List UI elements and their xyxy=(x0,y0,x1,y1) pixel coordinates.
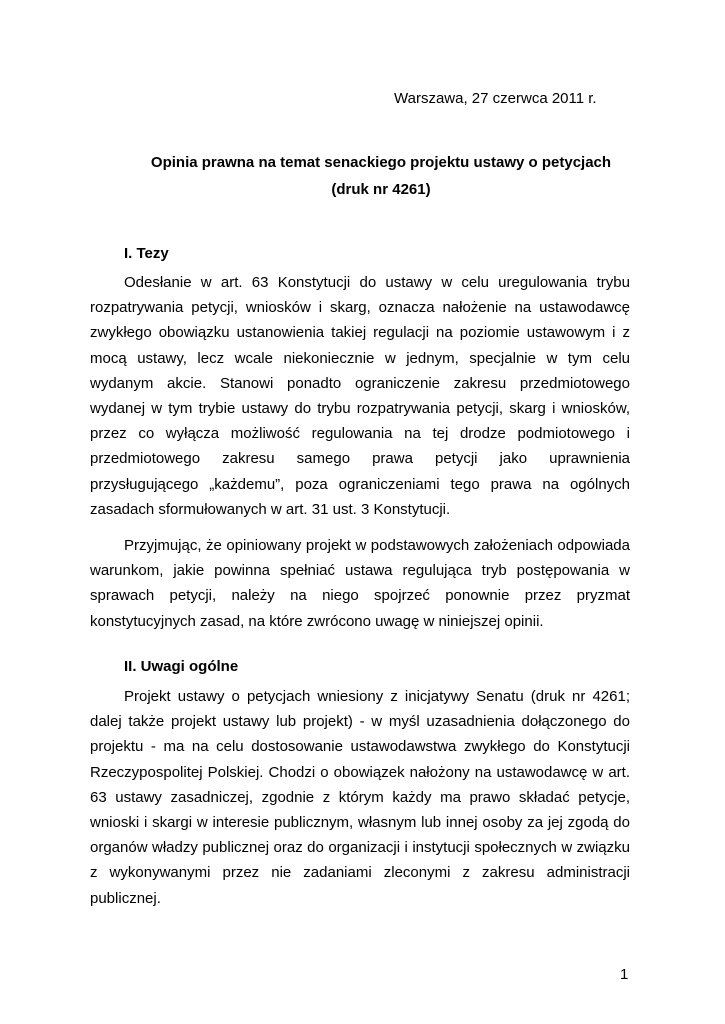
section-heading-general-remarks: II. Uwagi ogólne xyxy=(124,658,239,675)
page-number: 1 xyxy=(620,966,629,983)
document-title: Opinia prawna na temat senackiego projektu ustawy o petycjach xyxy=(150,154,612,171)
theses-paragraph-1: Odesłanie w art. 63 Konstytucji do ustawy w celu uregulowania trybu rozpatrywania petycji, wniosków i skarg, oznacza nałożenie na ustawodawcę zwykłego obowiązku ustanowienia takiej regulacji na poziomie ustawowym i z mocą ustawy, lecz wcale niekoniecznie w jednym, specjalnie w tym celu wydanym akcie. Stanowi ponadto ograniczenie zakresu przedmiotowego wydanej w tym trybie ustawy do trybu rozpatrywania petycji, skarg i wniosków, przez co wyłącza możliwość regulowania na tej drodze podmiotowego i przedmiotowego zakresu samego prawa petycji jako uprawnienia przysługującego „każdemu”, poza ograniczeniami tego prawa na ogólnych zasadach sformułowanych w art. 31 ust. 3 Konstytucji. xyxy=(90,274,630,518)
place-and-date: Warszawa, 27 czerwca 2011 r. xyxy=(394,90,597,107)
document-subtitle: (druk nr 4261) xyxy=(331,181,431,198)
theses-paragraph-2: Przyjmując, że opiniowany projekt w podstawowych założeniach odpowiada warunkom, jakie powinna spełniać ustawa regulująca tryb postępowania w sprawach petycji, należy na niego spojrzeć ponownie przez pryzmat konstytucyjnych zasad, na które zwrócono uwagę w niniejszej opinii. xyxy=(90,537,630,630)
general-remarks-paragraph-1: Projekt ustawy o petycjach wniesiony z inicjatywy Senatu (druk nr 4261; dalej także projekt ustawy lub projekt) - w myśl uzasadnienia dołączonego do projektu - ma na celu dostosowanie ustawodawstwa zwykłego do Konstytucji Rzeczypospolitej Polskiej. Chodzi o obowiązek nałożony na ustawodawcę w art. 63 ustawy zasadniczej, zgodnie z którym każdy ma prawo składać petycje, wnioski i skargi w interesie publicznym, własnym lub innej osoby za jej zgodą do organów władzy publicznej oraz do organizacji i instytucji społecznych w związku z wykonywanymi przez nie zadaniami zleconymi z zakresu administracji publicznej. xyxy=(90,688,630,907)
section-heading-theses: I. Tezy xyxy=(124,245,169,262)
